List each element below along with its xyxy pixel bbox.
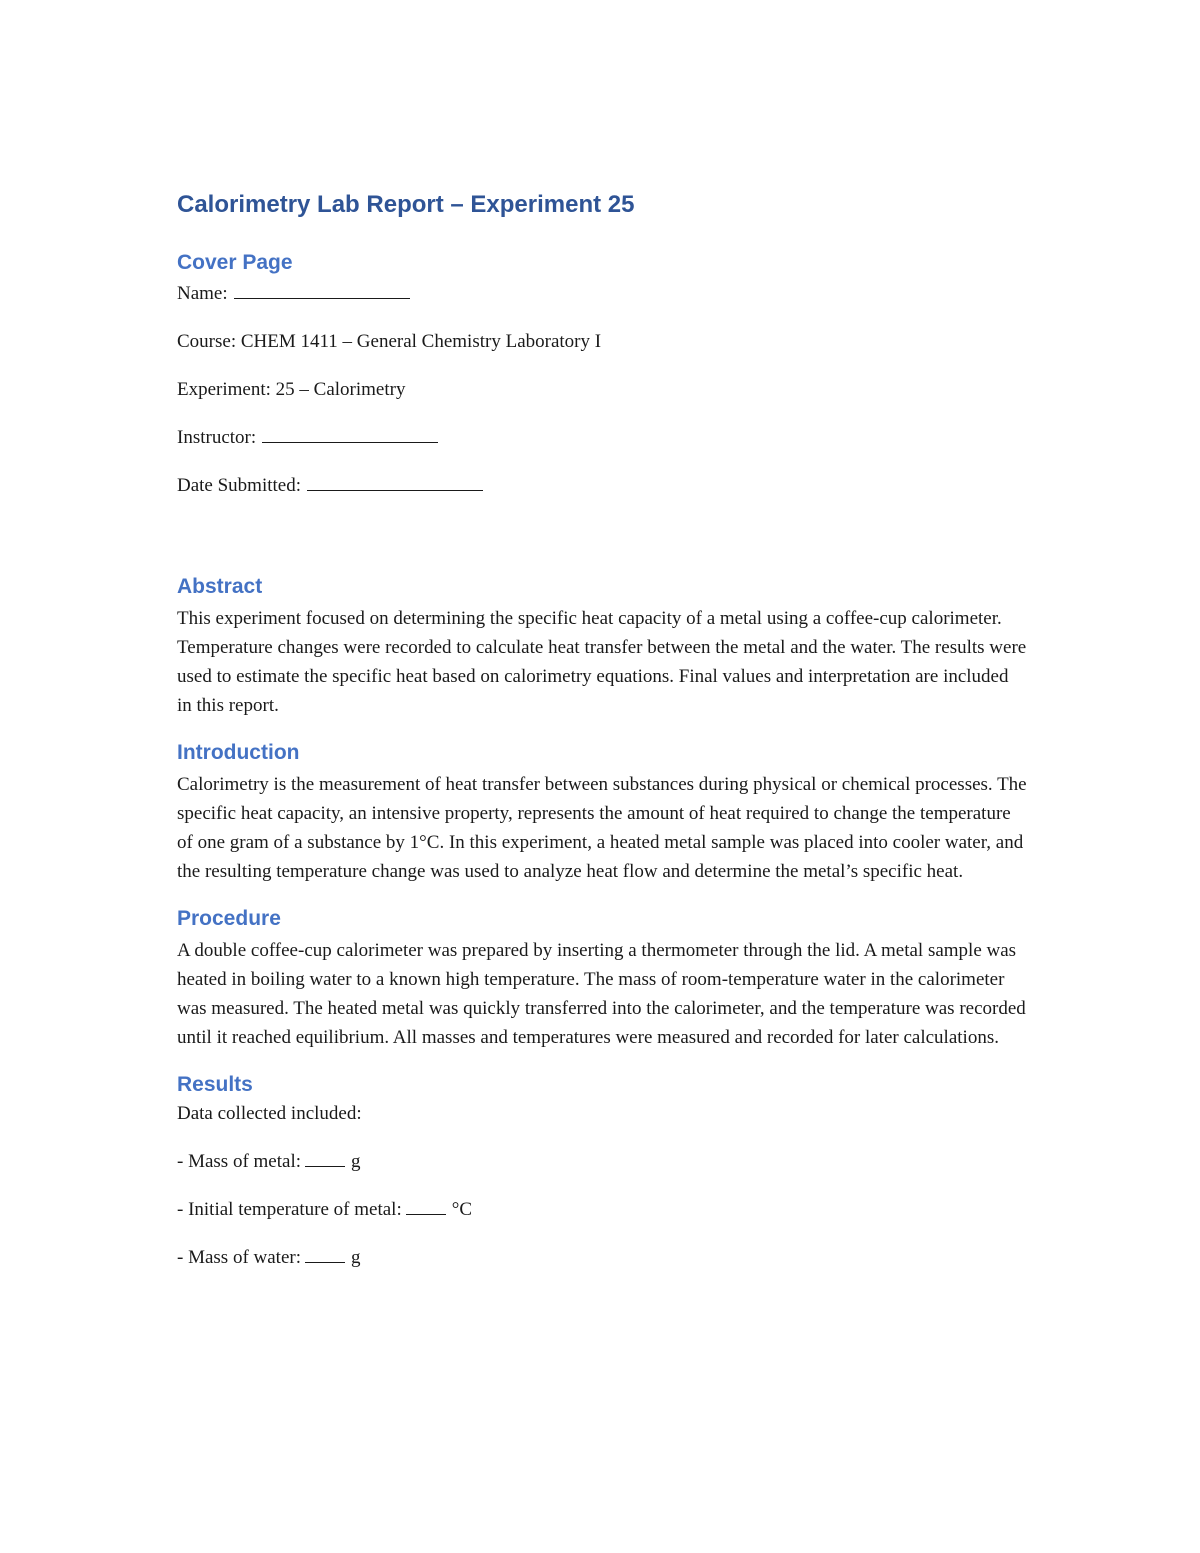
procedure-text: A double coffee-cup calorimeter was prepared by inserting a thermometer through the lid. A metal sample was heated in boiling water to a known high temperature. The mass of room-temperature water in the calorimeter was measured. The heated metal was quickly transferred into the calorimeter, and the temperature was recorded until it reached equilibrium. All masses and temperatures were measured and recorded for later calculations.	[177, 940, 1026, 1048]
result-unit: °C	[451, 1199, 473, 1220]
name-field	[177, 280, 1027, 308]
result-blank	[406, 1198, 446, 1215]
section-spacer	[177, 520, 1027, 572]
results-heading: Results	[177, 1073, 253, 1096]
procedure-heading: Procedure	[177, 907, 281, 930]
experiment-line: Experiment: 25 – Calorimetry	[177, 379, 406, 400]
instructor-label: Instructor:	[177, 427, 257, 448]
result-label: - Mass of water:	[177, 1247, 301, 1268]
name-label: Name:	[177, 283, 228, 304]
result-label: - Mass of metal:	[177, 1151, 302, 1172]
date-submitted-label: Date Submitted:	[177, 475, 302, 496]
document-page	[177, 188, 1027, 1292]
cover-page-heading: Cover Page	[177, 251, 293, 274]
result-blank	[305, 1150, 345, 1167]
result-blank	[305, 1246, 345, 1263]
result-initial-temp-metal	[177, 1196, 1027, 1224]
document-title: Calorimetry Lab Report – Experiment 25	[177, 191, 635, 218]
course-line: Course: CHEM 1411 – General Chemistry Laboratory I	[177, 331, 602, 352]
instructor-blank	[262, 424, 438, 443]
introduction-heading: Introduction	[177, 741, 300, 764]
name-blank	[234, 280, 410, 299]
abstract-heading: Abstract	[177, 575, 263, 598]
introduction-text: Calorimetry is the measurement of heat transfer between substances during physical or chemical processes. The specific heat capacity, an intensive property, represents the amount of heat required to change the temperature of one gram of a substance by 1°C. In this experiment, a heated metal sample was placed into cooler water, and the resulting temperature change was used to analyze heat flow and determine the metal’s specific heat.	[177, 774, 1027, 882]
result-unit: g	[351, 1151, 361, 1172]
date-submitted-blank	[307, 472, 483, 491]
results-intro: Data collected included:	[177, 1103, 362, 1124]
result-mass-of-water	[177, 1244, 1027, 1272]
instructor-field	[177, 424, 1027, 452]
date-submitted-field	[177, 472, 1027, 500]
result-mass-of-metal	[177, 1148, 1027, 1176]
result-label: - Initial temperature of metal:	[177, 1199, 402, 1220]
result-unit: g	[351, 1247, 361, 1268]
abstract-text: This experiment focused on determining the specific heat capacity of a metal using a coffee-cup calorimeter. Temperature changes were recorded to calculate heat transfer between the metal and the water. The results were used to estimate the specific heat based on calorimetry equations. Final values and interpretation are included in this report.	[177, 608, 1027, 716]
